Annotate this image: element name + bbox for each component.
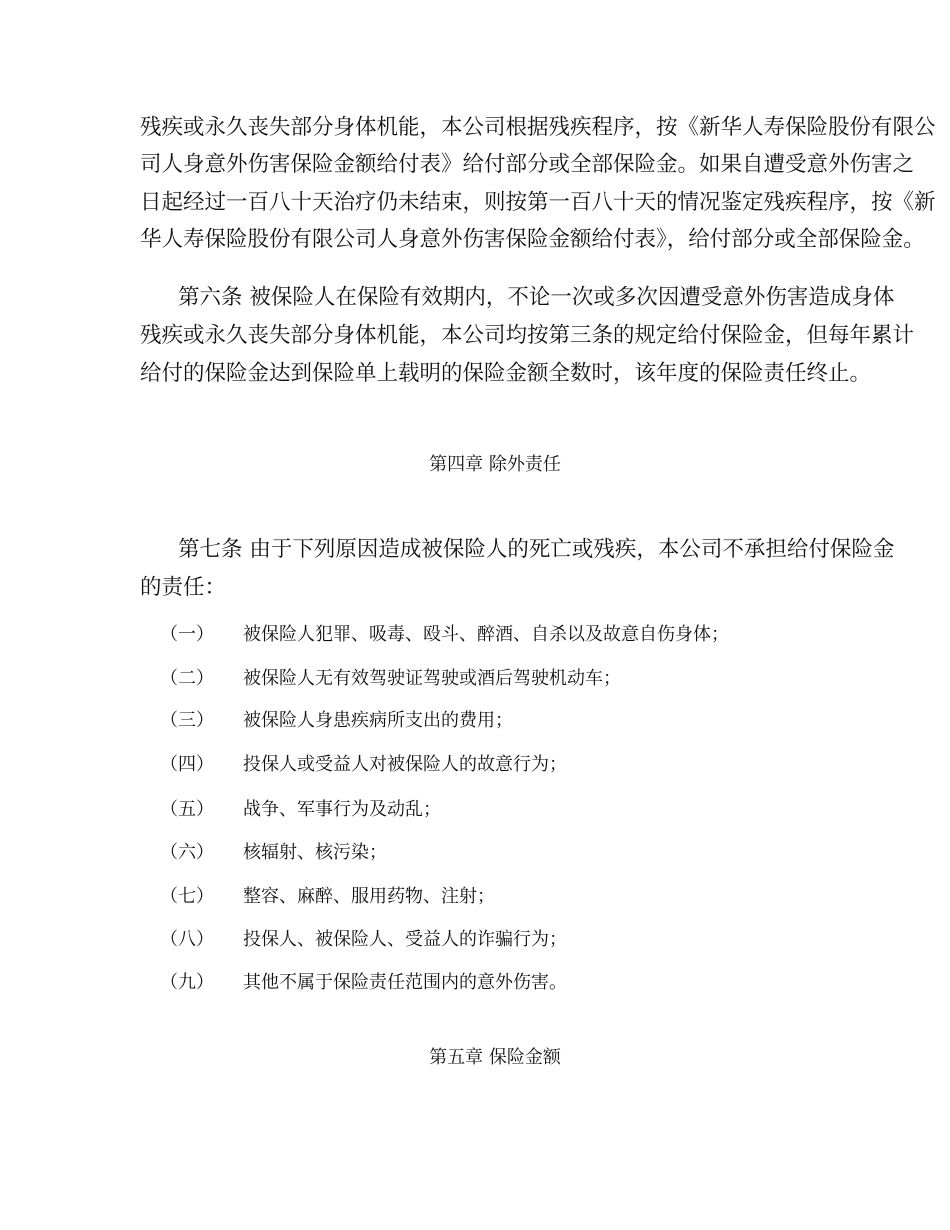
item-label: （五） <box>160 799 214 820</box>
paragraph-line: 华人寿保险股份有限公司人身意外伤害保险金额给付表》，给付部分或全部保险金。 <box>140 227 925 252</box>
exclusion-item <box>160 797 441 823</box>
exclusion-item <box>160 840 387 866</box>
item-text: 投保人或受益人对被保险人的故意行为； <box>243 754 567 775</box>
item-label: （一） <box>160 624 214 645</box>
paragraph-line: 残疾或永久丧失部分身体机能，本公司根据残疾程序，按《新华人寿保险股份有限公 <box>140 115 936 140</box>
item-label: （六） <box>160 842 214 863</box>
item-label: （八） <box>160 929 214 950</box>
item-text: 战争、军事行为及动乱； <box>243 799 441 820</box>
article-6-line: 残疾或永久丧失部分身体机能，本公司均按第三条的规定给付保险金，但每年累计 <box>140 323 915 348</box>
exclusion-item <box>160 927 567 953</box>
chapter-5-heading: 第五章 保险金额 <box>429 1047 561 1068</box>
exclusion-item <box>160 884 495 910</box>
item-label: （三） <box>160 710 214 731</box>
item-text: 其他不属于保险责任范围内的意外伤害。 <box>243 972 567 993</box>
exclusion-item <box>160 622 729 648</box>
chapter-4-heading: 第四章 除外责任 <box>429 454 561 475</box>
article-6-line: 给付的保险金达到保险单上载明的保险金额全数时，该年度的保险责任终止。 <box>140 361 872 386</box>
paragraph-line: 司人身意外伤害保险金额给付表》给付部分或全部保险金。如果自遭受意外伤害之 <box>140 152 915 177</box>
item-label: （四） <box>160 754 214 775</box>
item-text: 被保险人犯罪、吸毒、殴斗、醉酒、自杀以及故意自伤身体； <box>243 624 729 645</box>
exclusion-item <box>160 708 513 734</box>
item-text: 被保险人身患疾病所支出的费用； <box>243 710 513 731</box>
item-text: 投保人、被保险人、受益人的诈骗行为； <box>243 929 567 950</box>
item-text: 被保险人无有效驾驶证驾驶或酒后驾驶机动车； <box>243 668 621 689</box>
paragraph-line: 日起经过一百八十天治疗仍未结束，则按第一百八十天的情况鉴定残疾程序，按《新 <box>140 190 936 215</box>
item-text: 核辐射、核污染； <box>243 842 387 863</box>
item-label: （九） <box>160 972 214 993</box>
exclusion-item <box>160 752 567 778</box>
exclusion-item <box>160 970 567 996</box>
item-text: 整容、麻醉、服用药物、注射； <box>243 886 495 907</box>
item-label: （七） <box>160 886 214 907</box>
article-6-line: 第六条 被保险人在保险有效期内，不论一次或多次因遭受意外伤害造成身体 <box>178 285 895 310</box>
item-label: （二） <box>160 668 214 689</box>
article-7-line: 的责任： <box>140 575 227 600</box>
exclusion-item <box>160 666 621 692</box>
article-7-line: 第七条 由于下列原因造成被保险人的死亡或残疾，本公司不承担给付保险金 <box>178 537 895 562</box>
